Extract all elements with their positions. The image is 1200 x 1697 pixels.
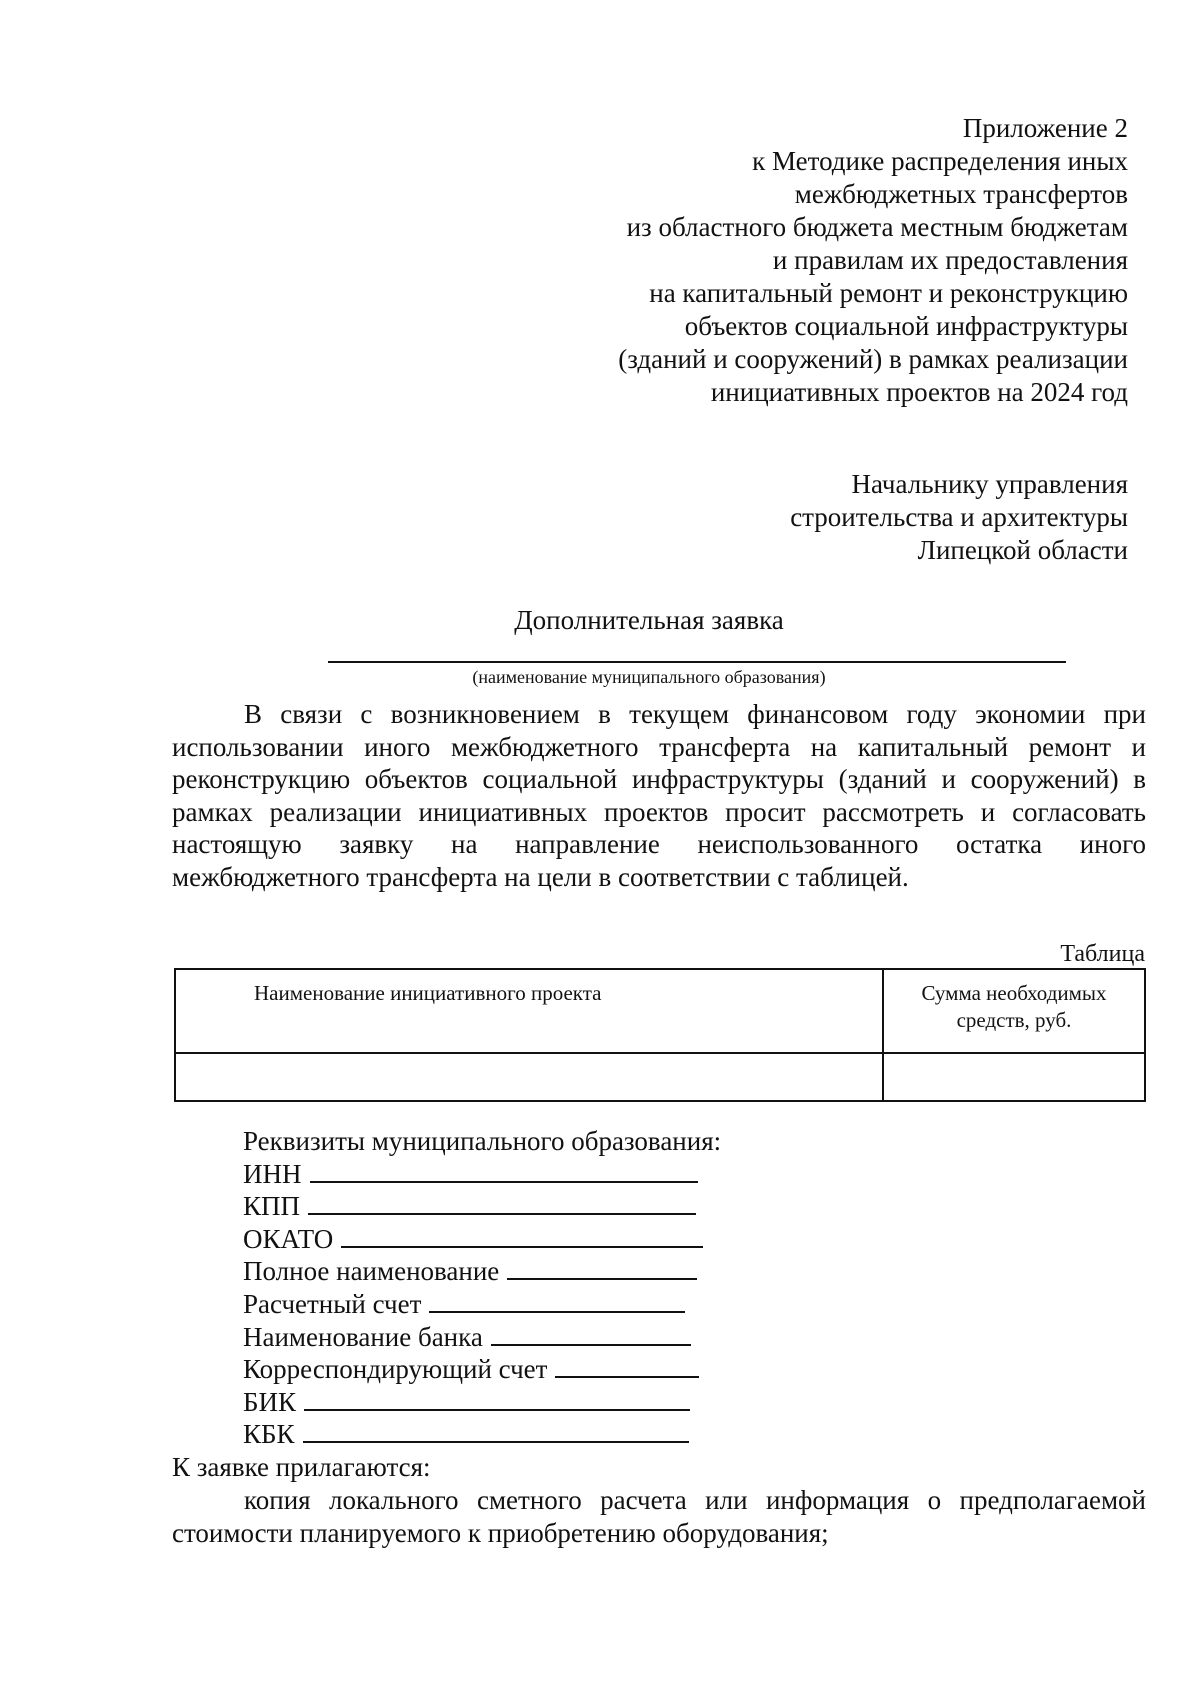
appendix-line: (зданий и сооружений) в рамках реализации [618,344,1128,374]
column-header-required-sum: Сумма необходимых средств, руб. [883,969,1145,1053]
paragraph-line: рамках реализации инициативных проектов просит рассмотреть и согласовать [172,796,1146,827]
requisite-field-kbk [243,1418,721,1451]
kpp-blank[interactable] [308,1193,696,1215]
inn-blank[interactable] [310,1161,698,1183]
requisite-label: ОКАТО [243,1223,334,1254]
okato-blank[interactable] [341,1226,703,1248]
municipality-name-caption: (наименование муниципального образования) [472,667,826,687]
requisite-field-correspondent-account [243,1353,721,1386]
paragraph-line: межбюджетного трансферта на цели в соответствии с таблицей. [172,861,909,892]
requisite-field-full-name [243,1255,721,1288]
attachment-line: стоимости планируемого к приобретению оборудования; [172,1517,829,1548]
appendix-line: межбюджетных трансфертов [794,179,1128,209]
column-header-project-name: Наименование инициативного проекта [175,969,883,1053]
requisite-label: Наименование банка [243,1321,483,1352]
project-name-cell[interactable] [175,1053,883,1101]
requisite-label: КБК [243,1419,295,1450]
appendix-reference [528,112,1128,409]
attachment-line: копия локального сметного расчета или информация о предполагаемой [244,1485,1146,1515]
paragraph-line: настоящую заявку на направление неиспользованного остатка иного [172,829,1146,860]
full-name-blank[interactable] [507,1258,697,1280]
requisite-label: Корреспондирующий счет [243,1354,548,1385]
appendix-line: к Методике распределения иных [752,146,1128,176]
appendix-line: инициативных проектов на 2024 год [710,377,1128,407]
appendix-line: на капитальный ремонт и реконструкцию [649,278,1128,308]
addressee-line: Липецкой области [917,535,1128,565]
requisites-block [243,1125,721,1451]
requisite-label: БИК [243,1386,297,1417]
appendix-line: объектов социальной инфраструктуры [684,311,1128,341]
municipality-name-blank[interactable] [328,661,1066,663]
correspondent-account-blank[interactable] [555,1356,699,1378]
requisite-field-kpp [243,1190,721,1223]
requisite-field-settlement-account [243,1288,721,1321]
requisite-field-inn [243,1158,721,1191]
table-header-row [175,969,1145,1053]
requisite-field-okato [243,1223,721,1256]
projects-table [174,968,1146,1102]
request-paragraph [172,698,1146,894]
requisite-label: Полное наименование [243,1256,500,1287]
requisite-label: Расчетный счет [243,1288,422,1319]
attachments-list [172,1484,1146,1549]
requisite-field-bank-name [243,1321,721,1354]
settlement-account-blank[interactable] [429,1291,685,1313]
appendix-line: из областного бюджета местным бюджетам [626,212,1128,242]
attachments-heading: К заявке прилагаются: [172,1452,431,1482]
bik-blank[interactable] [304,1389,690,1411]
requisites-heading [243,1125,721,1158]
addressee-block [528,468,1128,567]
bank-name-blank[interactable] [491,1324,691,1346]
addressee-line: строительства и архитектуры [790,502,1128,532]
kbk-blank[interactable] [303,1421,689,1443]
document-title: Дополнительная заявка [514,605,784,635]
paragraph-line: реконструкцию объектов социальной инфраструктуры (зданий и сооружений) в [172,764,1146,795]
requisite-label: ИНН [243,1158,302,1189]
appendix-line: Приложение 2 [962,113,1128,143]
paragraph-line: использовании иного межбюджетного трансферта на капитальный ремонт и [172,731,1146,762]
requisite-label: КПП [243,1191,301,1222]
paragraph-line: В связи с возникновением в текущем финансовом году экономии при [244,699,1146,729]
requisite-field-bik [243,1386,721,1419]
table-label: Таблица [1060,941,1145,967]
requisites-heading-text: Реквизиты муниципального образования: [243,1126,722,1156]
addressee-line: Начальнику управления [851,469,1128,499]
table-row [175,1053,1145,1101]
appendix-line: и правилам их предоставления [772,245,1128,275]
required-sum-cell[interactable] [883,1053,1145,1101]
